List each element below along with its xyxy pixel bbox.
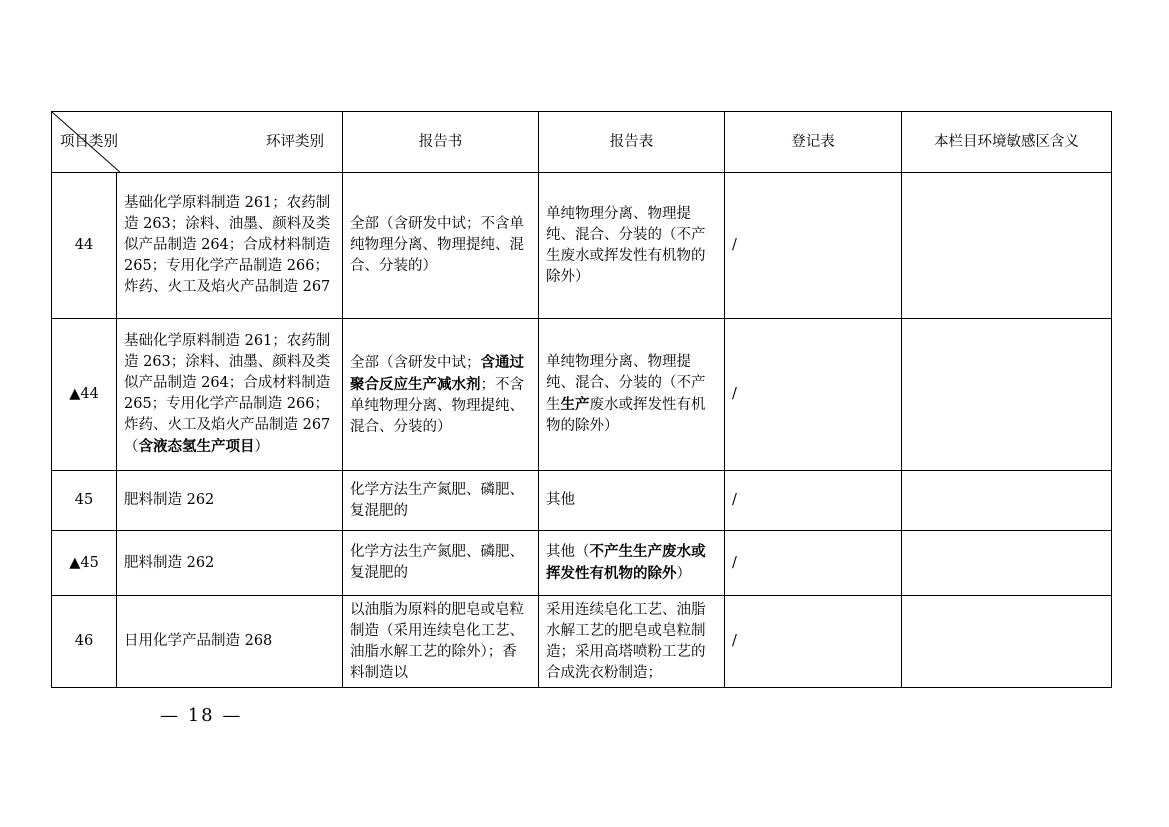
item-text-bold: 含液态氢生产项目 (138, 438, 255, 455)
table-row (52, 596, 1112, 688)
row-number: ▲44 (52, 319, 117, 471)
report-form-cell (539, 319, 725, 471)
header-eia-category: 环评类别 (266, 134, 324, 150)
report-form-text: 其他（ (546, 544, 590, 560)
report-book-cell: 以油脂为原料的肥皂或皂粒制造（采用连续皂化工艺、油脂水解工艺的除外）；香料制造以 (343, 596, 539, 688)
table-row (52, 531, 1112, 596)
registration-cell: / (725, 173, 902, 319)
report-form-cell: 采用连续皂化工艺、油脂水解工艺的肥皂或皂粒制造；采用高塔喷粉工艺的合成洗衣粉制造； (539, 596, 725, 688)
registration-cell: / (725, 471, 902, 531)
report-form-cell: 单纯物理分离、物理提纯、混合、分装的（不产生废水或挥发性有机物的除外） (539, 173, 725, 319)
report-form-text: 单纯物理分离、物理提纯、混合、分装的（不产生 (546, 354, 706, 413)
registration-cell: / (725, 319, 902, 471)
table-row (52, 471, 1112, 531)
item-category-cell: 基础化学原料制造 261；农药制造 263；涂料、油墨、颜料及类似产品制造 264；合成材料制造 265；专用化学产品制造 266；炸药、火工及焰火产品制造 267 (117, 173, 343, 319)
row-number: ▲45 (52, 531, 117, 596)
report-form-text-bold: 生产 (560, 396, 590, 413)
report-form-cell (539, 531, 725, 596)
table-row (52, 319, 1112, 471)
header-report-book: 报告书 (343, 112, 539, 173)
header-sensitive-area: 本栏目环境敏感区含义 (902, 112, 1112, 173)
header-registration-form: 登记表 (725, 112, 902, 173)
report-form-text-end: ） (676, 566, 691, 582)
diagonal-header-cell (52, 112, 343, 173)
report-book-cell: 化学方法生产氮肥、磷肥、复混肥的 (343, 471, 539, 531)
report-form-text-bold: 不产生生产废水或挥发性有机物的除外 (546, 543, 706, 582)
report-book-cell: 全部（含研发中试；不含单纯物理分离、物理提纯、混合、分装的） (343, 173, 539, 319)
page-number: — 18 — (160, 705, 243, 726)
row-number: 46 (52, 596, 117, 688)
row-number: 44 (52, 173, 117, 319)
item-text-end: ） (254, 439, 269, 455)
sensitive-area-cell (902, 173, 1112, 319)
item-text: 基础化学原料制造 261；农药制造 263；涂料、油墨、颜料及类似产品制造 264；合成材料制造 265；专用化学产品制造 266；炸药、火工及焰火产品制造 267（ (124, 333, 331, 455)
table-row (52, 173, 1112, 319)
report-form-text-end: 废水或挥发性有机物的除外） (546, 397, 706, 434)
header-report-form: 报告表 (539, 112, 725, 173)
table-header-row (52, 112, 1112, 173)
sensitive-area-cell (902, 531, 1112, 596)
registration-cell: / (725, 531, 902, 596)
report-book-text-bold: 含通过聚合反应生产减水剂 (350, 353, 524, 393)
item-category-cell: 日用化学产品制造 268 (117, 596, 343, 688)
report-book-cell: 化学方法生产氮肥、磷肥、复混肥的 (343, 531, 539, 596)
registration-cell: / (725, 596, 902, 688)
report-book-text-end: ；不含单纯物理分离、物理提纯、混合、分装的） (350, 376, 524, 435)
header-item-category: 项目类别 (60, 134, 118, 150)
row-number: 45 (52, 471, 117, 531)
item-category-cell: 肥料制造 262 (117, 531, 343, 596)
sensitive-area-cell (902, 319, 1112, 471)
report-form-cell: 其他 (539, 471, 725, 531)
report-book-text: 全部（含研发中试； (350, 354, 481, 371)
eia-category-table (51, 111, 1112, 688)
item-category-cell: 肥料制造 262 (117, 471, 343, 531)
sensitive-area-cell (902, 471, 1112, 531)
sensitive-area-cell (902, 596, 1112, 688)
report-book-cell (343, 319, 539, 471)
item-category-cell (117, 319, 343, 471)
